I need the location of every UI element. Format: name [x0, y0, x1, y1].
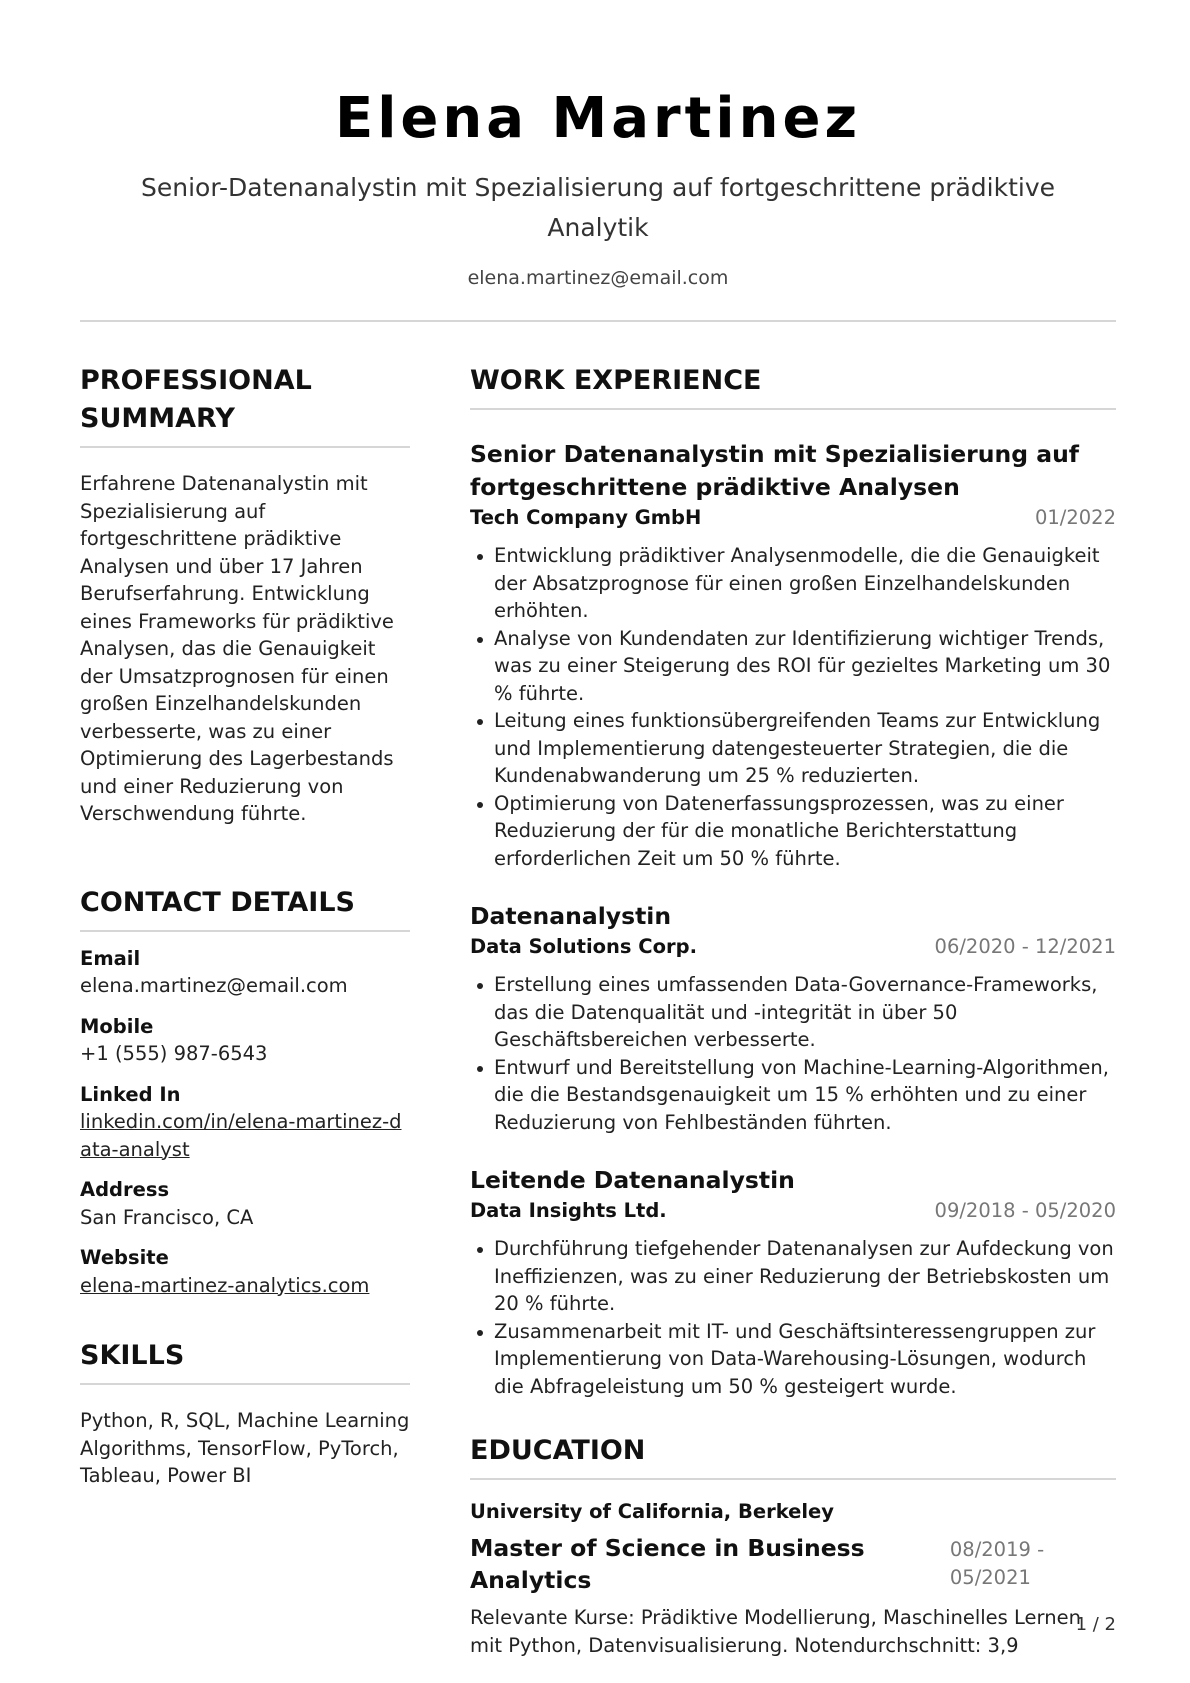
candidate-tagline: Senior-Datenanalystin mit Spezialisierung auf fortgeschrittene prädiktive Analytik: [140, 173, 1056, 242]
header-divider: [80, 320, 1116, 322]
job-bullet: Zusammenarbeit mit IT- und Geschäftsinteressengruppen zur Implementierung von Data-Warehousing-Lösungen, wodurch die Abfrageleistung um 50 % gesteigert wurde.: [470, 1318, 1116, 1401]
header-email: elena.martinez@email.com: [467, 267, 729, 289]
job-title: Datenanalystin: [470, 902, 672, 930]
experience-section: [470, 362, 1116, 1400]
linkedin-link[interactable]: linkedin.com/in/elena-martinez-data-analyst: [80, 1110, 402, 1161]
contact-mobile: [80, 1013, 410, 1068]
experience-divider: [470, 408, 1116, 410]
job-company: Data Solutions Corp.: [470, 935, 697, 958]
skills-heading: SKILLS: [80, 1340, 185, 1371]
summary-heading: PROFESSIONAL SUMMARY: [80, 365, 312, 434]
job-company: Data Insights Ltd.: [470, 1199, 667, 1222]
contact-divider: [80, 930, 410, 932]
contact-label: Linked In: [80, 1082, 181, 1106]
job-entry: [470, 900, 1116, 1136]
contact-website: [80, 1244, 410, 1299]
education-section: [470, 1432, 1116, 1659]
job-meta: [470, 504, 1116, 532]
job-bullets: [470, 971, 1116, 1136]
job-meta: [470, 1197, 1116, 1225]
job-bullet: Analyse von Kundendaten zur Identifizierung wichtiger Trends, was zu einer Steigerung des ROI für gezieltes Marketing um 30 % führte.: [470, 625, 1116, 708]
website-link[interactable]: elena-martinez-analytics.com: [80, 1273, 370, 1297]
contact-value: San Francisco, CA: [80, 1205, 254, 1229]
education-school: University of California, Berkeley: [470, 1500, 834, 1523]
education-divider: [470, 1478, 1116, 1480]
summary-text: Erfahrene Datenanalystin mit Spezialisierung auf fortgeschrittene prädiktive Analysen und über 17 Jahren Berufserfahrung. Entwicklung eines Frameworks für prädiktive Analysen, das die Genauigkeit der Umsatzprognosen für einen großen Einzelhandelskunden verbesserte, was zu einer Optimierung des Lagerbestands und einer Reduzierung von Verschwendung führte.: [80, 472, 394, 825]
contact-value-wrap: [80, 1108, 410, 1163]
skills-text: Python, R, SQL, Machine Learning Algorithms, TensorFlow, PyTorch, Tableau, Power BI: [80, 1409, 410, 1487]
education-meta: [470, 1532, 1116, 1596]
job-company: Tech Company GmbH: [470, 506, 702, 529]
summary-divider: [80, 446, 410, 448]
contact-label: Website: [80, 1246, 169, 1269]
job-entry: [470, 438, 1116, 872]
contact-linkedin: [80, 1081, 410, 1164]
left-column: [80, 362, 410, 1490]
education-degree: Master of Science in Business Analytics: [470, 1534, 865, 1594]
candidate-name: Elena Martinez: [334, 86, 862, 151]
contact-section: [80, 884, 410, 1300]
job-bullets: [470, 1235, 1116, 1400]
contact-value: +1 (555) 987-6543: [80, 1042, 268, 1065]
experience-heading: WORK EXPERIENCE: [470, 365, 762, 396]
job-bullet: Entwicklung prädiktiver Analysenmodelle, die die Genauigkeit der Absatzprognose für einen großen Einzelhandelskunden erhöhten.: [470, 542, 1116, 625]
job-entry: [470, 1164, 1116, 1400]
education-date: 08/2019 - 05/2021: [949, 1538, 1045, 1589]
job-bullet: Durchführung tiefgehender Datenanalysen zur Aufdeckung von Ineffizienzen, was zu einer Reduzierung der Betriebskosten um 20 % führte.: [470, 1235, 1116, 1318]
job-date: 09/2018 - 05/2020: [934, 1199, 1116, 1222]
summary-section: [80, 362, 410, 828]
job-bullet: Entwurf und Bereitstellung von Machine-Learning-Algorithmen, die die Bestandsgenauigkeit um 15 % erhöhten und zu einer Reduzierung von Fehlbeständen führten.: [470, 1054, 1116, 1137]
job-bullet: Optimierung von Datenerfassungsprozessen, was zu einer Reduzierung der für die monatliche Berichterstattung erforderlichen Zeit um 50 % führte.: [470, 790, 1116, 873]
right-column: [470, 362, 1116, 1659]
skills-divider: [80, 1383, 410, 1385]
education-description: Relevante Kurse: Prädiktive Modellierung, Maschinelles Lernen mit Python, Datenvisualisierung. Notendurchschnitt: 3,9: [470, 1606, 1081, 1657]
contact-label: Email: [80, 946, 141, 970]
job-title: Senior Datenanalystin mit Spezialisierung auf fortgeschrittene prädiktive Analysen: [470, 440, 1080, 501]
job-bullets: [470, 542, 1116, 872]
page-number: 1 / 2: [1075, 1614, 1116, 1635]
contact-value-wrap: [80, 1272, 410, 1300]
education-heading: EDUCATION: [470, 1435, 646, 1466]
contact-heading: CONTACT DETAILS: [80, 886, 355, 918]
job-bullet: Erstellung eines umfassenden Data-Governance-Frameworks, das die Datenqualität und -integrität in über 50 Geschäftsbereichen verbesserte.: [470, 971, 1116, 1054]
contact-value: elena.martinez@email.com: [80, 974, 348, 997]
contact-label: Mobile: [80, 1014, 154, 1038]
skills-section: [80, 1337, 410, 1490]
job-date: 01/2022: [1034, 506, 1116, 529]
job-date: 06/2020 - 12/2021: [934, 935, 1116, 958]
contact-address: [80, 1176, 410, 1231]
job-bullet: Leitung eines funktionsübergreifenden Teams zur Entwicklung und Implementierung datengesteuerter Strategien, die die Kundenabwanderung um 25 % reduzierten.: [470, 707, 1116, 790]
job-title: Leitende Datenanalystin: [470, 1166, 795, 1194]
contact-email: [80, 945, 410, 1000]
contact-label: Address: [80, 1178, 170, 1201]
job-meta: [470, 933, 1116, 961]
